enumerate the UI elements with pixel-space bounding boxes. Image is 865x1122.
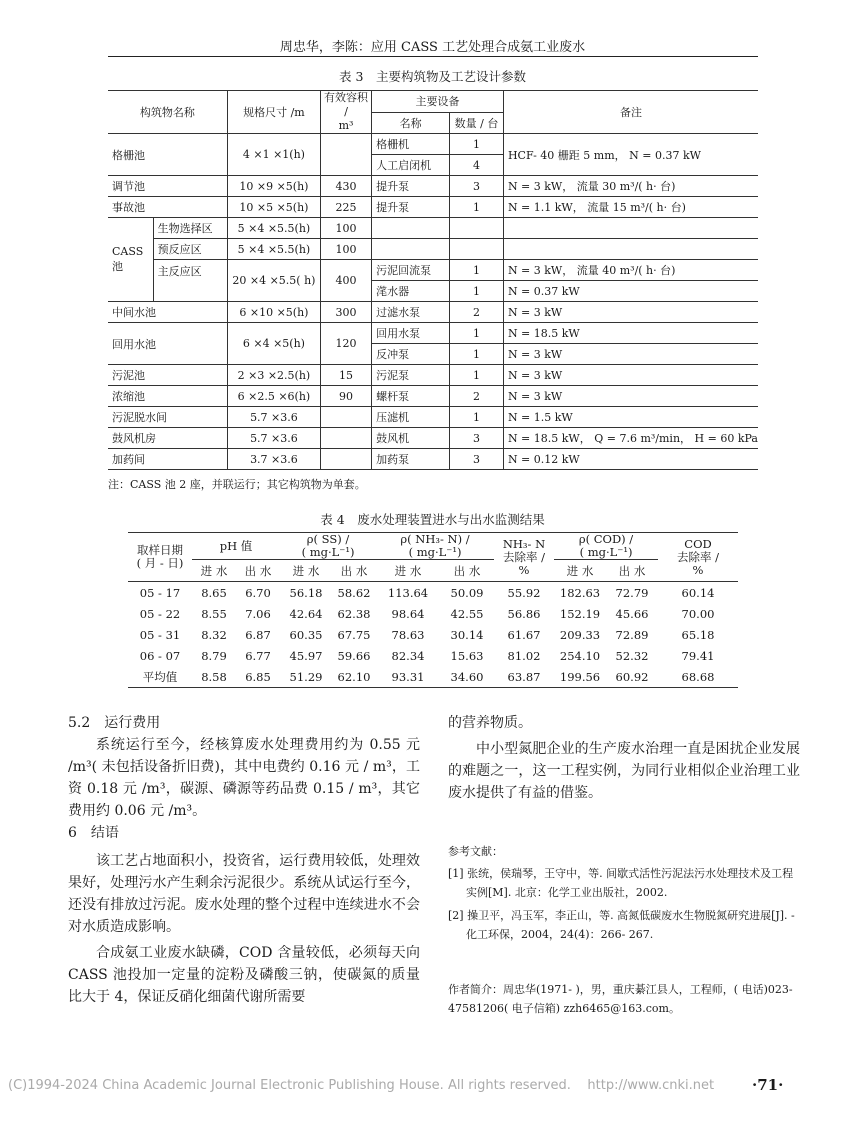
t3-row-size: 5 ×4 ×5.5(h) bbox=[227, 239, 320, 260]
t3-row-size: 6 ×10 ×5(h) bbox=[227, 302, 320, 323]
t3-remark: N = 0.37 kW bbox=[503, 281, 758, 302]
t4-value-cell: 34.60 bbox=[440, 666, 494, 688]
right-paragraph-1: 中小型氮肥企业的生产废水治理一直是困扰企业发展的难题之一，这一工程实例，为同行业相似企业治理工业废水提供了有益的借鉴。 bbox=[448, 741, 800, 801]
t3-eq-name: 鼓风机 bbox=[372, 428, 450, 449]
t4-header-cod-rate: COD 去除率 / % bbox=[658, 533, 738, 582]
t4-value-cell: 113.64 bbox=[387, 585, 429, 600]
t4-header-ph: pH 值 bbox=[192, 533, 280, 560]
t4-value-cell: 70.00 bbox=[681, 606, 715, 621]
t3-row-name: 调节池 bbox=[108, 176, 227, 197]
t4-value-cell: 42.64 bbox=[289, 606, 323, 621]
page-number: ·71· bbox=[752, 1076, 784, 1094]
t4-value-cell: 45.97 bbox=[289, 648, 323, 663]
t3-header-remark: 备注 bbox=[503, 91, 758, 134]
t3-row-size: 5 ×4 ×5.5(h) bbox=[227, 218, 320, 239]
t4-value-cell: 152.19 bbox=[559, 606, 601, 621]
t3-row-volume bbox=[320, 134, 371, 176]
t4-value-cell: 182.63 bbox=[559, 585, 601, 600]
t3-eq-count: 3 bbox=[450, 176, 504, 197]
t3-row-volume: 100 bbox=[320, 239, 371, 260]
t3-remark: HCF- 40 栅距 5 mm， N = 0.37 kW bbox=[503, 134, 758, 176]
t4-header-in: 进 水 bbox=[192, 560, 236, 582]
t4-value-cell: 15.63 bbox=[450, 648, 484, 663]
t3-row-name: 污泥池 bbox=[108, 365, 227, 386]
t4-value-cell: 7.06 bbox=[245, 606, 271, 621]
t3-eq-count: 2 bbox=[450, 386, 504, 407]
t4-value-cell: 62.10 bbox=[332, 666, 376, 688]
table4 bbox=[128, 532, 738, 688]
t4-value-cell: 78.63 bbox=[391, 627, 425, 642]
t4-header-in: 进 水 bbox=[376, 560, 440, 582]
references-title: 参考文献： bbox=[448, 845, 503, 858]
t3-row-size: 6 ×2.5 ×6(h) bbox=[227, 386, 320, 407]
t4-value-cell: 8.65 bbox=[201, 585, 227, 600]
t4-value-cell: 56.18 bbox=[289, 585, 323, 600]
t4-value-cell: 79.41 bbox=[681, 648, 715, 663]
t4-row bbox=[128, 624, 738, 645]
t3-remark: N = 3 kW， 流量 30 m³/( h· 台) bbox=[503, 176, 758, 197]
t4-header-out: 出 水 bbox=[236, 560, 280, 582]
t3-eq-count: 1 bbox=[450, 365, 504, 386]
t4-value-cell: 30.14 bbox=[450, 627, 484, 642]
reference-1: [1] 张统，侯瑞琴，王守中，等. 间歇式活性污泥法污水处理技术及工程实例[M]. 北京：化学工业出版社，2002. bbox=[448, 867, 794, 899]
t3-row-volume bbox=[320, 428, 371, 449]
t3-row-name: 污泥脱水间 bbox=[108, 407, 227, 428]
table3-note: 注：CASS 池 2 座，并联运行；其它构筑物为单套。 bbox=[108, 478, 366, 491]
t4-value-cell: 42.55 bbox=[450, 606, 484, 621]
t3-row-name: 鼓风机房 bbox=[108, 428, 227, 449]
right-paragraph-0: 的营养物质。 bbox=[448, 715, 532, 731]
t3-remark: N = 18.5 kW bbox=[503, 323, 758, 344]
t4-header-ss: ρ( SS) / ( mg·L⁻¹) bbox=[280, 533, 376, 560]
t3-eq-name: 压滤机 bbox=[372, 407, 450, 428]
t3-eq-name: 污泥泵 bbox=[372, 365, 450, 386]
copyright-text: (C)1994-2024 China Academic Journal Electronic Publishing House. All rights reserved. http://www.cnki.net bbox=[8, 1078, 715, 1093]
t3-eq-count: 1 bbox=[450, 281, 504, 302]
t4-row bbox=[128, 645, 738, 666]
table3 bbox=[108, 90, 758, 470]
t3-row-name: CASS池 bbox=[108, 218, 153, 302]
t4-header-in: 进 水 bbox=[280, 560, 332, 582]
t3-row-name: 加药间 bbox=[108, 449, 227, 470]
t3-eq-name: 人工启闭机 bbox=[372, 155, 450, 176]
t4-date-cell: 06 - 07 bbox=[139, 648, 181, 663]
t4-date-cell: 05 - 31 bbox=[139, 627, 181, 642]
t4-value-cell: 8.55 bbox=[201, 606, 227, 621]
t4-value-cell: 98.64 bbox=[391, 606, 425, 621]
t3-row-size: 5.7 ×3.6 bbox=[227, 428, 320, 449]
t4-value-cell: 67.75 bbox=[337, 627, 371, 642]
t3-eq-name: 格栅机 bbox=[372, 134, 450, 155]
t4-value-cell: 58.62 bbox=[337, 585, 371, 600]
t4-header-nh3-rate: NH₃- N 去除率 / % bbox=[494, 533, 554, 582]
t3-eq-name: 提升泵 bbox=[372, 197, 450, 218]
t3-eq-count: 3 bbox=[450, 428, 504, 449]
table4-body bbox=[128, 582, 738, 688]
t4-value-cell: 51.29 bbox=[280, 666, 332, 688]
t3-remark: N = 0.12 kW bbox=[503, 449, 758, 470]
section-5-2-text: 系统运行至今，经核算废水处理费用约为 0.55 元 /m³( 未包括设备折旧费)，其中电费约 0.16 元 / m³，工资 0.18 元 /m³，碳源、磷源等药品费 0.15 / m³，其它费用约 0.06 元 /m³。 bbox=[68, 737, 420, 819]
t4-value-cell: 6.87 bbox=[245, 627, 271, 642]
t3-row-size: 6 ×4 ×5(h) bbox=[227, 323, 320, 365]
t3-row-size: 20 ×4 ×5.5( h) bbox=[227, 260, 320, 302]
t4-value-cell: 8.32 bbox=[201, 627, 227, 642]
t3-row-volume: 430 bbox=[320, 176, 371, 197]
t3-header-size: 规格尺寸 /m bbox=[227, 91, 320, 134]
table3-caption: 表 3 主要构筑物及工艺设计参数 bbox=[339, 69, 526, 84]
t4-value-cell: 60.92 bbox=[606, 666, 658, 688]
table4-caption: 表 4 废水处理装置进水与出水监测结果 bbox=[320, 512, 545, 527]
t3-remark: N = 1.5 kW bbox=[503, 407, 758, 428]
t3-row-volume: 90 bbox=[320, 386, 371, 407]
t4-value-cell: 93.31 bbox=[376, 666, 440, 688]
t3-sub-name: 预反应区 bbox=[153, 239, 227, 260]
t4-row bbox=[128, 582, 738, 604]
t4-header-date: 取样日期 ( 月 - 日) bbox=[128, 533, 192, 582]
t3-row-size: 2 ×3 ×2.5(h) bbox=[227, 365, 320, 386]
t3-eq-count: 2 bbox=[450, 302, 504, 323]
t3-row-size: 5.7 ×3.6 bbox=[227, 407, 320, 428]
t3-eq-name: 螺杆泵 bbox=[372, 386, 450, 407]
t4-value-cell: 8.58 bbox=[192, 666, 236, 688]
author-bio: 作者简介：周忠华(1971- )，男，重庆綦江县人，工程师，( 电话)023- 47581206( 电子信箱) zzh6465@163.com。 bbox=[448, 983, 793, 1015]
running-title: 周忠华，李陈：应用 CASS 工艺处理合成氨工业废水 bbox=[279, 40, 586, 55]
t4-value-cell: 68.68 bbox=[658, 666, 738, 688]
t3-row-volume bbox=[320, 449, 371, 470]
t3-row-name: 回用水池 bbox=[108, 323, 227, 365]
t3-row-volume bbox=[320, 407, 371, 428]
section-6-title: 6 结语 bbox=[68, 825, 119, 841]
t4-header-out: 出 水 bbox=[332, 560, 376, 582]
t3-row-name: 事故池 bbox=[108, 197, 227, 218]
t3-row-size: 10 ×5 ×5(h) bbox=[227, 197, 320, 218]
t3-header-eq-count: 数量 / 台 bbox=[450, 112, 504, 134]
t3-eq-count: 3 bbox=[450, 449, 504, 470]
t4-value-cell: 8.79 bbox=[201, 648, 227, 663]
t3-eq-count: 1 bbox=[450, 407, 504, 428]
t4-header-out: 出 水 bbox=[440, 560, 494, 582]
t4-value-cell: 63.87 bbox=[494, 666, 554, 688]
t3-sub-name: 主反应区 bbox=[153, 260, 227, 302]
t3-eq-name: 反冲泵 bbox=[372, 344, 450, 365]
t3-eq-name: 过滤水泵 bbox=[372, 302, 450, 323]
t4-header-cod: ρ( COD) / ( mg·L⁻¹) bbox=[554, 533, 658, 560]
t4-value-cell: 72.79 bbox=[615, 585, 649, 600]
t4-header-out: 出 水 bbox=[606, 560, 658, 582]
t3-row-size: 3.7 ×3.6 bbox=[227, 449, 320, 470]
t3-header-equipment: 主要设备 bbox=[372, 91, 504, 113]
t3-row-size: 4 ×1 ×1(h) bbox=[227, 134, 320, 176]
t3-row-volume: 15 bbox=[320, 365, 371, 386]
header-rule bbox=[108, 56, 758, 57]
t4-value-cell: 199.56 bbox=[554, 666, 606, 688]
t3-header-eq-name: 名称 bbox=[372, 112, 450, 134]
t3-remark: N = 3 kW bbox=[503, 365, 758, 386]
t4-value-cell: 81.02 bbox=[507, 648, 541, 663]
section-6-paragraph-1: 该工艺占地面积小，投资省，运行费用较低，处理效果好，处理污水产生剩余污泥很少。系统从试运行至今，还没有排放过污泥。废水处理的整个过程中连续进水不会对水质造成影响。 bbox=[68, 853, 420, 935]
t4-value-cell: 45.66 bbox=[615, 606, 649, 621]
t4-value-cell: 6.70 bbox=[245, 585, 271, 600]
t4-value-cell: 6.77 bbox=[245, 648, 271, 663]
t3-eq-count: 1 bbox=[450, 260, 504, 281]
t4-value-cell: 6.85 bbox=[236, 666, 280, 688]
t3-eq-count: 1 bbox=[450, 344, 504, 365]
t4-value-cell: 60.14 bbox=[681, 585, 715, 600]
t4-value-cell: 254.10 bbox=[559, 648, 601, 663]
t4-value-cell: 209.33 bbox=[559, 627, 601, 642]
t3-row-volume: 225 bbox=[320, 197, 371, 218]
reference-2: [2] 操卫平，冯玉军，李正山，等. 高氮低碳废水生物脱氮研究进展[J]. - 化工环保，2004，24(4)：266- 267. bbox=[448, 909, 795, 941]
t4-value-cell: 72.89 bbox=[615, 627, 649, 642]
t3-row-volume: 120 bbox=[320, 323, 371, 365]
t3-eq-count: 1 bbox=[450, 197, 504, 218]
t3-header-name: 构筑物名称 bbox=[108, 91, 227, 134]
t4-value-cell: 52.32 bbox=[615, 648, 649, 663]
t3-remark: N = 3 kW bbox=[503, 302, 758, 323]
section-6-paragraph-2: 合成氨工业废水缺磷，COD 含量较低，必须每天向 CASS 池投加一定量的淀粉及磷酸三钠，使碳氮的质量比大于 4，保证反硝化细菌代谢所需要 bbox=[68, 945, 420, 1005]
t4-value-cell: 55.92 bbox=[507, 585, 541, 600]
t3-remark: N = 18.5 kW， Q = 7.6 m³/min， H = 60 kPa bbox=[503, 428, 758, 449]
t3-eq-count: 1 bbox=[450, 134, 504, 155]
t4-value-cell: 61.67 bbox=[507, 627, 541, 642]
t3-eq-name: 加药泵 bbox=[372, 449, 450, 470]
t3-eq-name: 提升泵 bbox=[372, 176, 450, 197]
t3-sub-name: 生物选择区 bbox=[153, 218, 227, 239]
t3-eq-name: 滗水器 bbox=[372, 281, 450, 302]
t4-value-cell: 59.66 bbox=[337, 648, 371, 663]
t3-eq-name: 污泥回流泵 bbox=[372, 260, 450, 281]
t3-remark: N = 3 kW， 流量 40 m³/( h· 台) bbox=[503, 260, 758, 281]
t3-remark: N = 3 kW bbox=[503, 344, 758, 365]
t3-row-name: 浓缩池 bbox=[108, 386, 227, 407]
t4-date-cell: 05 - 22 bbox=[139, 606, 181, 621]
t4-header-in: 进 水 bbox=[554, 560, 606, 582]
t3-row-name: 格栅池 bbox=[108, 134, 227, 176]
t3-row-name: 中间水池 bbox=[108, 302, 227, 323]
t4-value-cell: 60.35 bbox=[289, 627, 323, 642]
t3-eq-count: 1 bbox=[450, 323, 504, 344]
t4-value-cell: 65.18 bbox=[681, 627, 715, 642]
t4-value-cell: 82.34 bbox=[391, 648, 425, 663]
t4-row bbox=[128, 603, 738, 624]
t4-value-cell: 56.86 bbox=[507, 606, 541, 621]
t3-eq-count: 4 bbox=[450, 155, 504, 176]
t4-value-cell: 50.09 bbox=[450, 585, 484, 600]
t3-header-volume: 有效容积 / m³ bbox=[320, 91, 371, 134]
t3-remark: N = 1.1 kW， 流量 15 m³/( h· 台) bbox=[503, 197, 758, 218]
section-5-2-title: 5.2 运行费用 bbox=[68, 715, 161, 731]
t3-row-size: 10 ×9 ×5(h) bbox=[227, 176, 320, 197]
t3-remark: N = 3 kW bbox=[503, 386, 758, 407]
t3-eq-name: 回用水泵 bbox=[372, 323, 450, 344]
t4-row bbox=[128, 666, 738, 688]
t3-row-volume: 400 bbox=[320, 260, 371, 302]
t4-date-cell: 平均值 bbox=[128, 666, 192, 688]
t3-row-volume: 300 bbox=[320, 302, 371, 323]
t4-header-nh3: ρ( NH₃- N) / ( mg·L⁻¹) bbox=[376, 533, 494, 560]
t3-row-volume: 100 bbox=[320, 218, 371, 239]
t4-date-cell: 05 - 17 bbox=[139, 585, 181, 600]
t4-value-cell: 62.38 bbox=[337, 606, 371, 621]
